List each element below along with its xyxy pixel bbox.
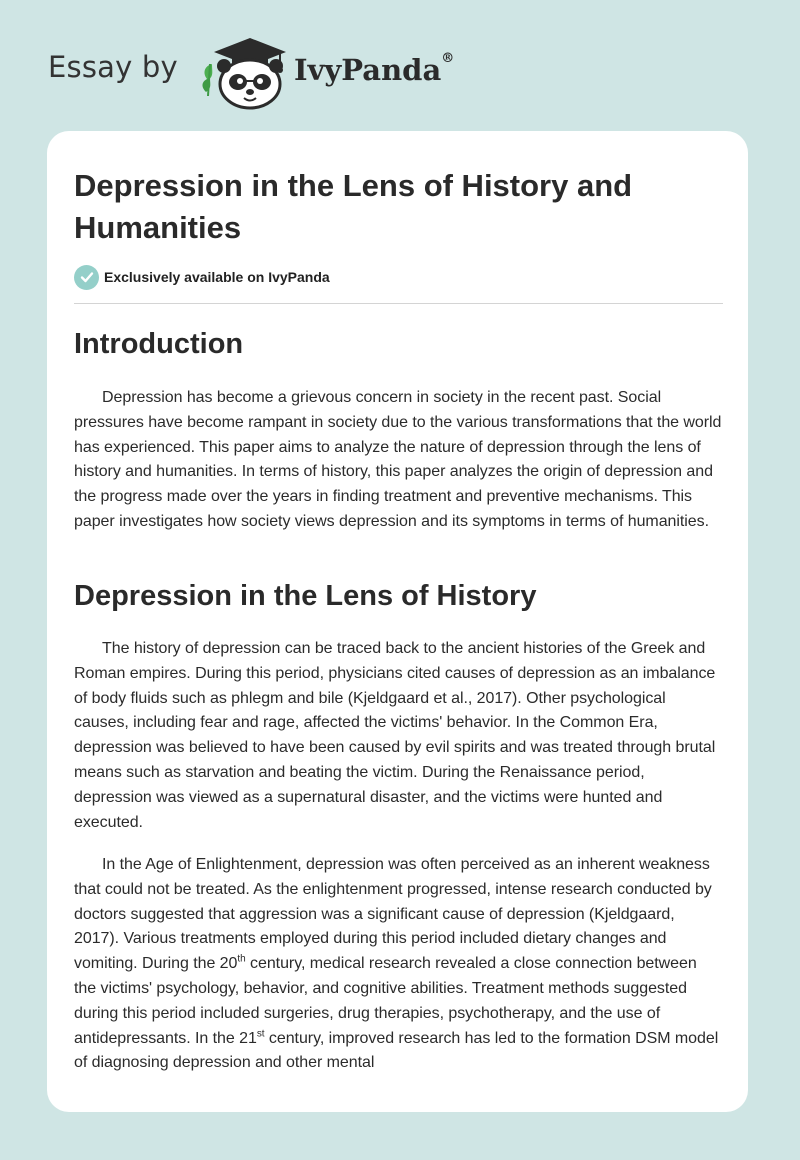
essay-card [47,131,748,1112]
section-heading-introduction: Introduction [74,328,244,360]
site-header [0,0,800,130]
registered-mark: ® [441,51,455,66]
paragraph-history-2-part3: century, improved research has led to the formation DSM model of diagnosing depression and other mental [74,1029,719,1072]
exclusive-text: Exclusively available on IvyPanda [104,269,330,285]
essay-title: Depression in the Lens of History and Humanities [74,168,633,245]
checkmark-icon [74,265,99,290]
exclusive-badge [74,263,330,291]
section-heading-history: Depression in the Lens of History [74,580,537,612]
paragraph-introduction: Depression has become a grievous concern in society in the recent past. Social pressures have become rampant in society due to the various transformations that the world has experienced. This paper aims to analyze the nature of depression through the lens of history and humanities. In terms of history, this paper analyzes the origin of depression and the progress made over the years in finding treatment and preventive mechanisms. This paper investigates how society views depression and its symptoms in terms of humanities. [74,389,722,530]
ivypanda-logo[interactable] [200,34,300,110]
paragraph-history-2-part2: century, medical research revealed a close connection between the victims' psychology, behavior, and cognitive abilities. Treatment methods suggested during this period included surgeries, drug therapies, psychotherapy, and the use of antidepressants. In the 21 [74,955,697,1047]
paragraph-history-2 [74,853,723,1076]
paragraph-history-2-part1: In the Age of Enlightenment, depression was often perceived as an inherent weakness that could not be treated. As the enlightenment progressed, intense research conducted by doctors suggested that aggression was a significant cause of depression (Kjeldgaard, 2017). Various treatments employed during this period included dietary changes and vomiting. During the 20 [74,856,712,973]
divider [74,303,723,304]
essay-by-label: Essay by [48,50,178,84]
ordinal-suffix-th: th [237,953,246,965]
brand-text: IvyPanda [294,53,442,87]
paragraph-history-1: The history of depression can be traced back to the ancient histories of the Greek and Roman empires. During this period, physicians cited causes of depression as an imbalance of body fluids such as phlegm and bile (Kjeldgaard et al., 2017). Other psychological causes, including fear and rage, affected the victims' behavior. In the Common Era, depression was believed to have been caused by evil spirits and was treated through brutal means such as starvation and beating the victim. During the Renaissance period, depression was viewed as a supernatural disaster, and the victims were hunted and executed. [74,640,716,831]
panda-graduate-icon [200,34,300,110]
brand-name[interactable] [294,53,454,87]
ordinal-suffix-st: st [256,1028,265,1040]
